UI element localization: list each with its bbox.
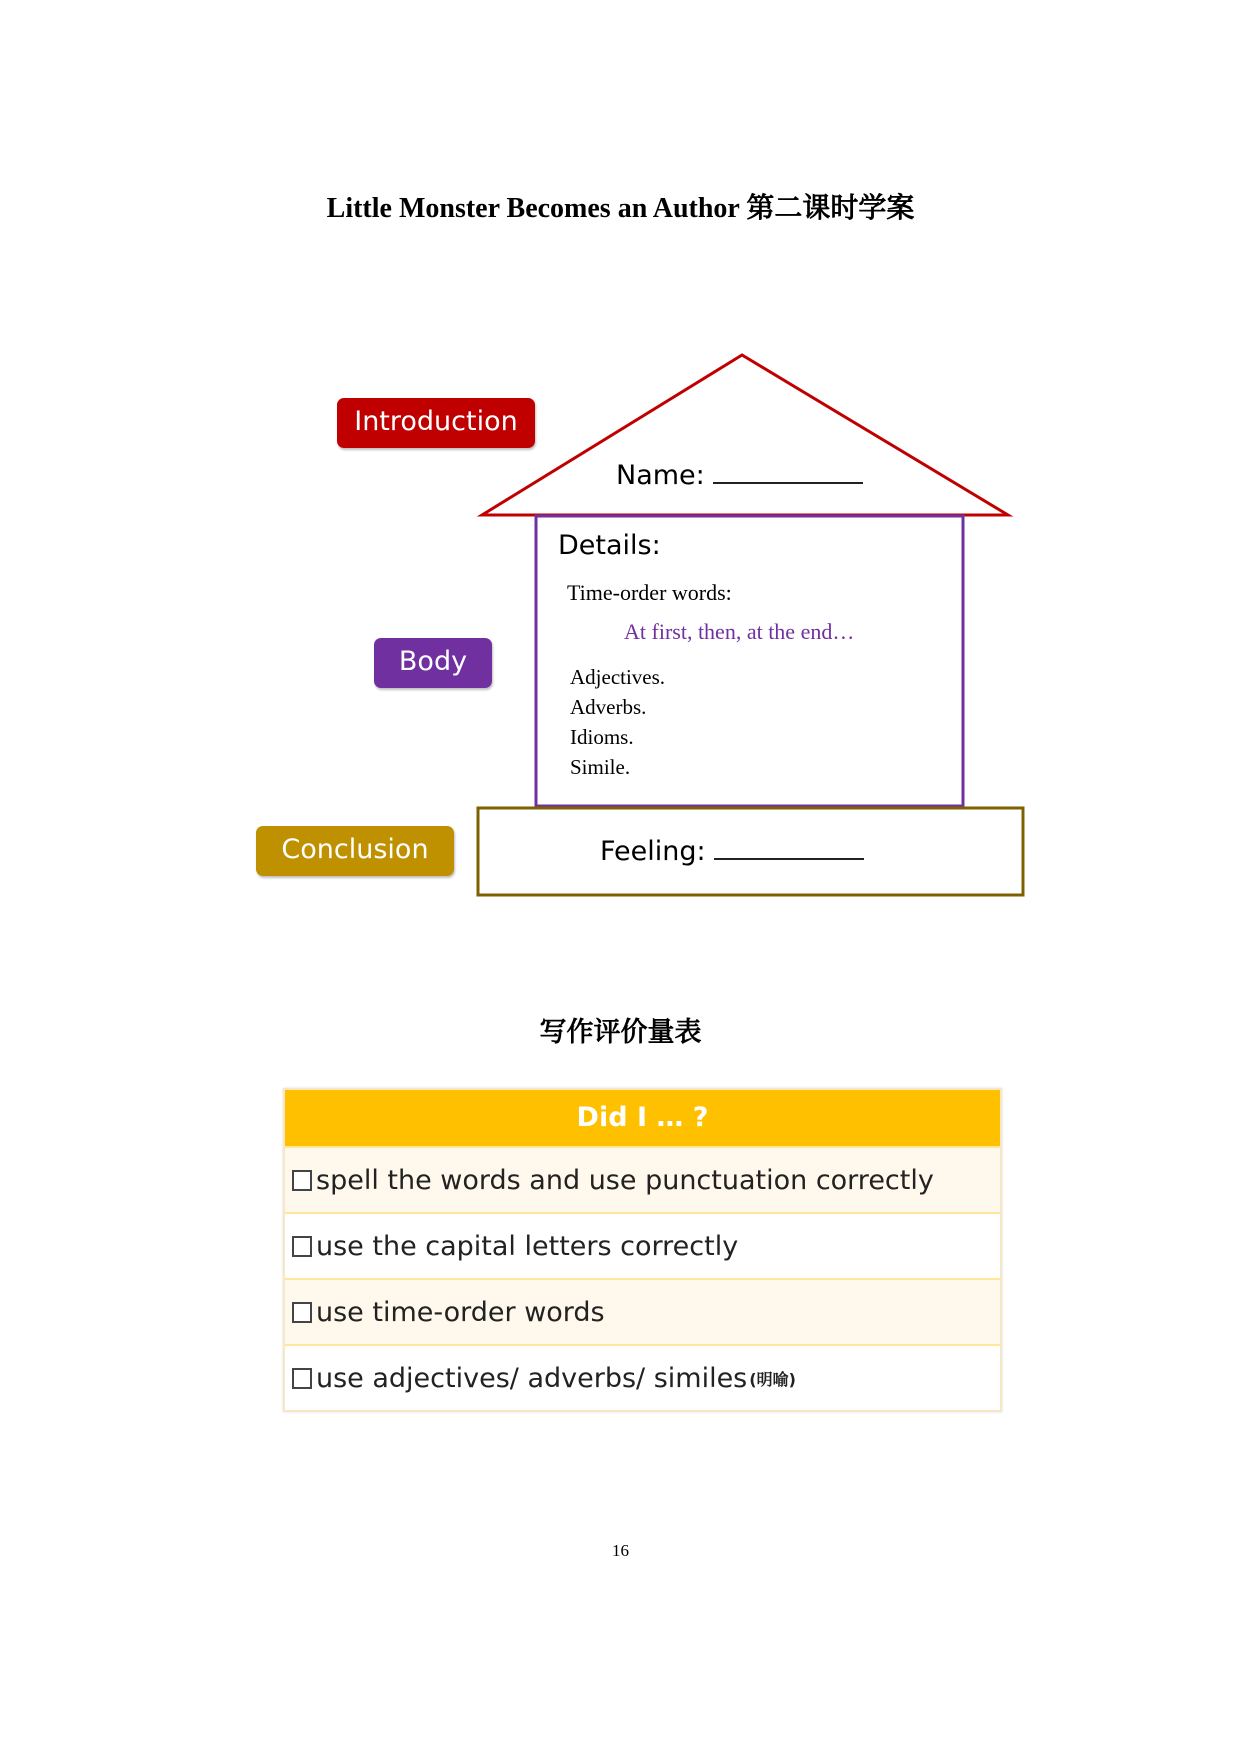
rubric-header: Did I … ? [285,1090,1000,1146]
feeling-label: Feeling: [600,836,706,867]
rubric-row [285,1146,1000,1212]
detail-item-simile: Simile. [570,755,631,779]
rubric-row-text: spell the words and use punctuation correctly [316,1164,934,1196]
feeling-field [600,836,864,867]
name-field [616,460,863,491]
name-label: Name: [616,460,705,491]
rubric-row-text: use adjectives/ adverbs/ similes [316,1362,748,1394]
details-heading: Details: [558,530,661,561]
roof-triangle [482,355,1008,515]
rubric-row [285,1344,1000,1410]
detail-item-idioms: Idioms. [570,725,634,749]
rubric-title: 写作评价量表 [539,1017,702,1048]
page-number: 16 [612,1541,629,1560]
name-blank[interactable] [713,481,863,484]
rubric-row [285,1278,1000,1344]
checkbox[interactable] [292,1236,312,1257]
introduction-label: Introduction [337,398,535,448]
checkbox[interactable] [292,1170,312,1191]
detail-item-adjectives: Adjectives. [570,665,666,689]
time-order-label: Time-order words: [567,580,732,605]
time-order-examples: At first, then, at the end… [624,619,855,644]
page-title: Little Monster Becomes an Author 第二课时学案 [326,193,915,224]
rubric-row-text: use time-order words [316,1296,605,1328]
rubric-row-note: (明喻) [749,1369,796,1389]
body-label: Body [374,638,492,688]
rubric-row-text: use the capital letters correctly [316,1230,739,1262]
checkbox[interactable] [292,1368,312,1389]
checkbox[interactable] [292,1302,312,1323]
feeling-blank[interactable] [714,857,864,860]
detail-items [570,662,665,782]
rubric-row [285,1212,1000,1278]
writing-rubric-table [283,1088,1002,1412]
detail-item-adverbs: Adverbs. [570,695,647,719]
conclusion-label: Conclusion [256,826,454,876]
